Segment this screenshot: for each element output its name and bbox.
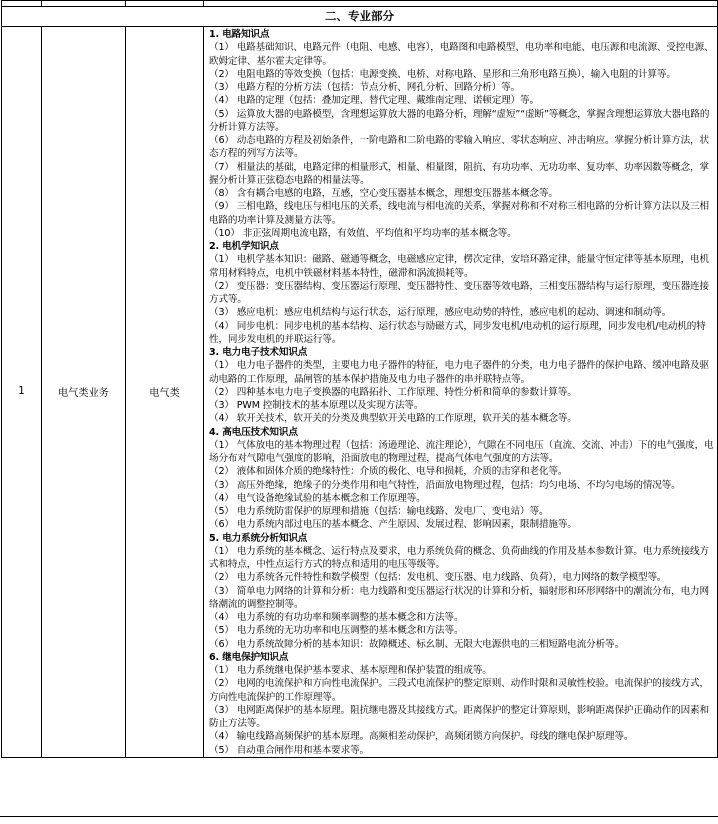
list-item: （2） 变压器：变压器结构、变压器运行原理、变压器特性、变压器等效电路，三相变压器结构与运行原理，变压器连接方式等。 bbox=[209, 280, 709, 305]
row-category: 电气类业务 bbox=[42, 27, 126, 758]
list-item: （2） 液体和固体介质的绝缘特性：介质的极化、电导和损耗，介质的击穿和老化等。 bbox=[209, 466, 568, 478]
list-item: （1） 电机学基本知识：磁路、磁通等概念，电磁感应定律，楞次定律，安培环路定律，能量守恒定律等基本原理，电机常用材料特点，电机中铁磁材料基本特性，磁滞和涡流损耗等。 bbox=[209, 254, 709, 279]
list-item: （4） 电路的定理（包括：叠加定理、替代定理、戴维南定理、诺顿定理）等。 bbox=[209, 95, 539, 107]
section-title: 二、专业部分 bbox=[2, 7, 718, 27]
section-heading: 2. 电机学知识点 bbox=[209, 241, 279, 252]
section-heading: 3. 电力电子技术知识点 bbox=[209, 347, 308, 358]
knowledge-section bbox=[209, 426, 714, 532]
list-item: （5） 电力系统防雷保护的原理和措施（包括：输电线路、发电厂、变电站）等。 bbox=[209, 506, 549, 517]
list-item: （3） 简单电力网络的计算和分析：电力线路和变压器运行状况的计算和分析，辐射形和环形网络中的潮流分布，电力网络潮流的调整控制等。 bbox=[209, 585, 709, 610]
list-item: （5） 自动重合闸作用和基本要求等。 bbox=[209, 744, 369, 756]
syllabus-table bbox=[1, 0, 718, 758]
list-item: （5） 电力系统的无功功率和电压调整的基本概念和方法等。 bbox=[209, 625, 464, 637]
list-item: （6） 电力系统故障分析的基本知识：故障概述、标幺制、无限大电源供电的三相短路电流分析等。 bbox=[209, 638, 624, 650]
knowledge-section bbox=[209, 240, 714, 346]
row-index: 1 bbox=[2, 27, 42, 758]
list-item: （4） 同步电机：同步电机的基本结构、运行状态与励磁方式，同步发电机/电动机的运行原理，同步发电机/电动机的特性，同步发电机的并联运行等。 bbox=[209, 320, 706, 345]
list-item: （9） 三相电路，线电压与相电压的关系，线电流与相电流的关系，掌握对称和不对称三相电路的分析计算方法以及三相电路的功率计算及测量方法等。 bbox=[209, 201, 709, 226]
knowledge-section bbox=[209, 532, 714, 651]
section-heading: 5. 电力系统分析知识点 bbox=[209, 532, 308, 544]
table-row bbox=[2, 27, 718, 758]
list-item: （3） 高压外绝缘，绝缘子的分类作用和电气特性，沿面放电物理过程，包括：均匀电场、不均匀电场的情况等。 bbox=[209, 479, 681, 491]
list-item: （1） 气体放电的基本物理过程（包括：汤逊理论、流注理论），气隙在不同电压（直流、交流、冲击）下的电气强度，电场分布对气隙电气强度的影响，沿面放电的物理过程，提高气体电气强度的方法等。 bbox=[209, 439, 714, 464]
list-item: （4） 电力系统的有功功率和频率调整的基本概念和方法等。 bbox=[209, 612, 464, 623]
list-item: （1） 电力电子器件的类型，主要电力电子器件的特征，电力电子器件的分类，电力电子器件的保护电路、缓冲电路及驱动电路的工作原理，晶闸管的基本保护措施及电力电子器件的串并联特点等。 bbox=[209, 360, 709, 385]
list-item: （5） 运算放大器的电路模型，含理想运算放大器的电路分析，理解“虚短”“虚断”等概念，掌握含理想运算放大器电路的分析计算方法等。 bbox=[209, 108, 710, 133]
list-item: （3） 电网距离保护的基本原理。阻抗继电器及其接线方式。距离保护的整定计算原则，影响距离保护正确动作的因素和防止方法等。 bbox=[209, 704, 709, 729]
knowledge-section bbox=[209, 346, 714, 426]
knowledge-section bbox=[209, 651, 714, 757]
knowledge-content-cell bbox=[204, 27, 718, 758]
list-item: （2） 电网的电流保护和方向性电流保护。三段式电流保护的整定原则、动作时限和灵敏性校验。电流保护的接线方式，方向性电流保护的工作原理等。 bbox=[209, 678, 709, 703]
list-item: （6） 电力系统内部过电压的基本概念、产生原因、发展过程、影响因素，限制措施等。 bbox=[209, 519, 577, 531]
row-major: 电气类 bbox=[126, 27, 204, 758]
list-item: （10） 非正弦周期电流电路，有效值、平均值和平均功率的基本概念等。 bbox=[209, 227, 517, 239]
list-item: （2） 四种基本电力电子变换器的电路拓扑、工作原理、特性分析和简单的参数计算等。 bbox=[209, 386, 577, 398]
knowledge-section bbox=[209, 28, 714, 240]
list-item: （8） 含有耦合电感的电路，互感，空心变压器基本概念，理想变压器基本概念等。 bbox=[209, 188, 558, 199]
list-item: （1） 电力系统继电保护基本要求、基本原理和保护装置的组成等。 bbox=[209, 665, 492, 676]
list-item: （3） PWM 控制技术的基本原理以及实现方法等。 bbox=[209, 400, 424, 411]
list-item: （2） 电力系统各元件特性和数学模型（包括：发电机、变压器、电力线路、负荷），电力网络的数学模型等。 bbox=[209, 572, 667, 584]
list-item: （6） 动态电路的方程及初始条件，一阶电路和二阶电路的零输入响应、零状态响应、冲击响应。掌握分析计算方法，状态方程的列写方法等。 bbox=[209, 135, 709, 160]
list-item: （1） 电力系统的基本概念、运行特点及要求，电力系统负荷的概念、负荷曲线的作用及基本参数计算。电力系统接线方式和特点，中性点运行方式的特点和适用的电压等级等。 bbox=[209, 545, 709, 570]
section-header-row bbox=[2, 7, 718, 27]
list-item: （3） 感应电机：感应电机结构与运行状态，运行原理，感应电动势的特性，感应电机的起动、调速和制动等。 bbox=[209, 307, 672, 319]
list-item: （7） 相量法的基础，电路定律的相量形式，相量、相量图，阻抗、有功功率、无功功率、复功率、功率因数等概念，掌握分析计算正弦稳态电路的相量法等。 bbox=[209, 161, 709, 186]
list-item: （4） 电气设备绝缘试验的基本概念和工作原理等。 bbox=[209, 492, 426, 504]
list-item: （2） 电阻电路的等效变换（包括：电源变换、电桥、对称电路、星形和三角形电路互换），输入电阻的计算等。 bbox=[209, 68, 676, 80]
list-item: （3） 电路方程的分析方法（包括：节点分析、网孔分析、回路分析）等。 bbox=[209, 82, 521, 93]
list-item: （4） 输电线路高频保护的基本原理。高频相差动保护，高频闭锁方向保护。母线的继电保护原理等。 bbox=[209, 731, 634, 743]
section-heading: 6. 继电保护知识点 bbox=[209, 651, 289, 663]
list-item: （4） 软开关技术，软开关的分类及典型软开关电路的工作原理，软开关的基本概念等。 bbox=[209, 413, 577, 425]
section-heading: 1. 电路知识点 bbox=[209, 29, 270, 40]
section-heading: 4. 高电压技术知识点 bbox=[209, 426, 298, 438]
list-item: （1） 电路基础知识、电路元件（电阻、电感、电容），电路图和电路模型、电功率和电能、电压源和电流源、受控电源、欧姆定律、基尔霍夫定律等。 bbox=[209, 42, 714, 67]
